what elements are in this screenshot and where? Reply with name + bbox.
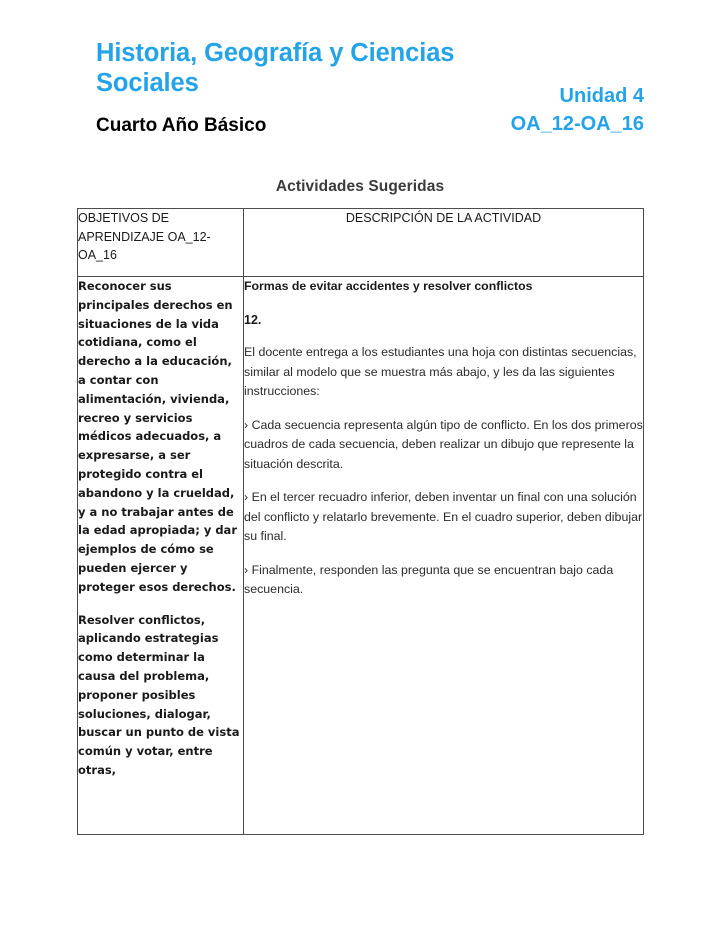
objectives-cell <box>78 277 244 835</box>
document-header <box>96 38 644 136</box>
table-body-row <box>78 277 644 835</box>
objective-paragraph: Resolver conflictos, aplicando estrategias como determinar la causa del problema, proponer posibles soluciones, dialogar, buscar un punto de vista común y votar, entre otras, <box>78 612 240 777</box>
header-title-row <box>96 38 644 136</box>
objective-paragraph: Reconocer sus principales derechos en situaciones de la vida cotidiana, como el derecho a la educación, a contar con alimentación, vivienda, recreo y servicios médicos adecuados, a expresarse, a ser protegido contra el abandono y la crueldad, y a no trabajar antes de la edad apropiada; y dar ejemplos de cómo se pueden ejercer y proteger esos derechos. <box>78 279 237 594</box>
table-header-row <box>78 209 644 277</box>
subject-title: Historia, Geografía y Ciencias Sociales <box>96 39 455 97</box>
unit-label: Unidad 4 <box>559 85 644 107</box>
table-header-label-description: DESCRIPCIÓN DE LA ACTIVIDAD <box>345 211 542 225</box>
oa-codes: OA_12-OA_16 <box>510 113 644 135</box>
section-title: Actividades Sugeridas <box>275 178 445 195</box>
table-header-cell-objectives <box>78 209 244 277</box>
activity-instruction-item: › Cada secuencia representa algún tipo de conflicto. En los dos primeros cuadros de cada secuencia, deben realizar un dibujo que represente la situación descrita. <box>244 417 643 471</box>
table-header-label-objectives: OBJETIVOS DE APRENDIZAJE OA_12-OA_16 <box>78 211 211 262</box>
description-cell <box>244 277 644 835</box>
activity-instruction-item: › Finalmente, responden las pregunta que se encuentran bajo cada secuencia. <box>244 562 614 596</box>
activity-intro-paragraph: El docente entrega a los estudiantes una hoja con distintas secuencias, similar al modelo que se muestra más abajo, y les da las siguientes instrucciones: <box>244 345 637 398</box>
activities-table <box>77 208 644 835</box>
table-header-cell-description <box>244 209 644 277</box>
activity-number: 12. <box>244 313 262 327</box>
activity-instruction-item: › En el tercer recuadro inferior, deben inventar un final con una solución del conflicto y relatarlo brevemente. En el cuadro superior, deben dibujar su final. <box>244 490 643 543</box>
grade-level: Cuarto Año Básico <box>96 115 267 136</box>
activity-heading: Formas de evitar accidentes y resolver conflictos <box>244 279 533 293</box>
